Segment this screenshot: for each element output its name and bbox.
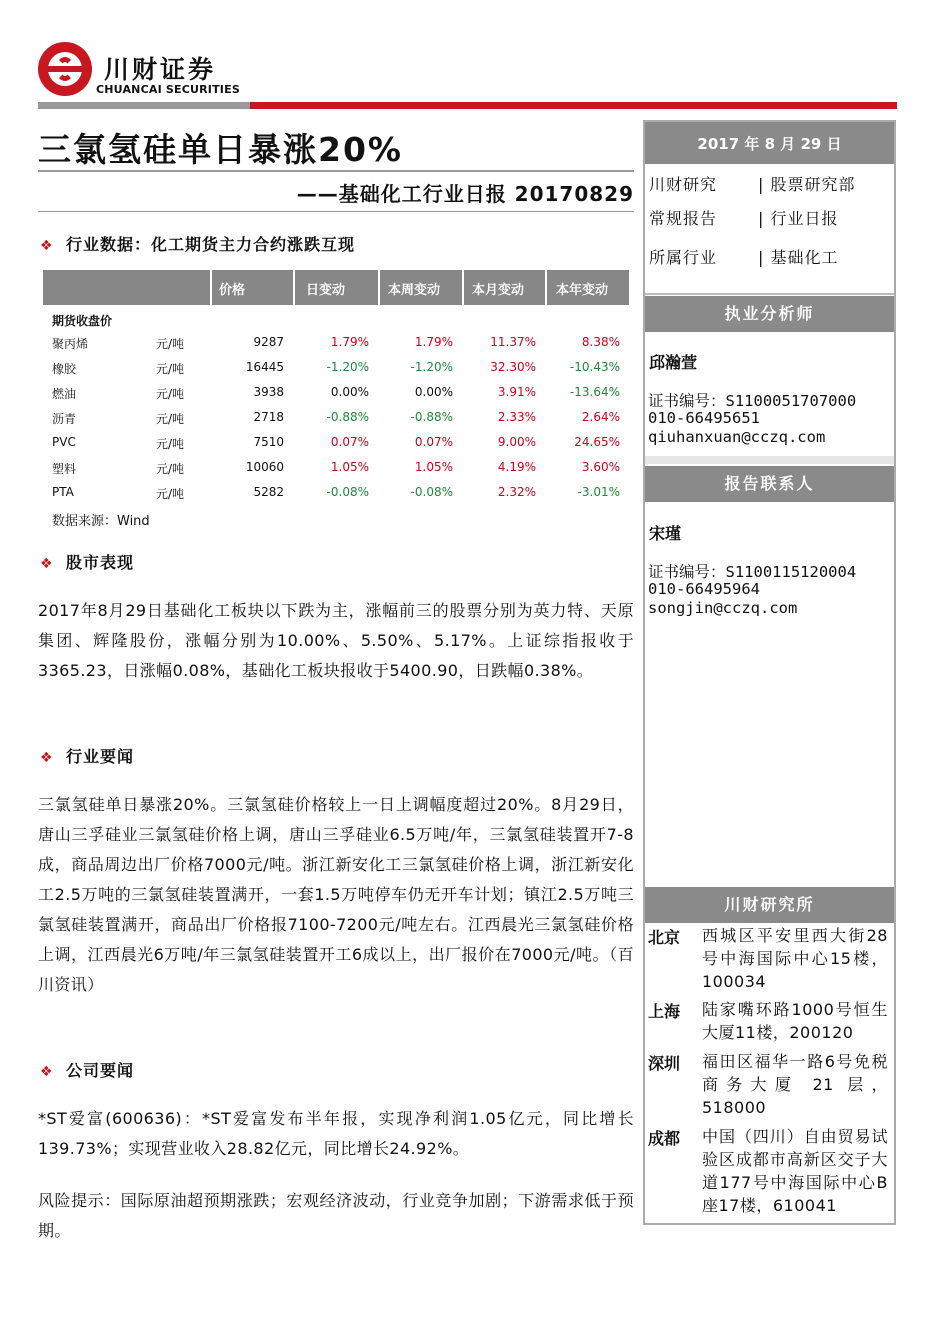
column-header-day: 日变动 (306, 283, 346, 298)
commodity-name: PVC (52, 435, 76, 449)
table-row (0, 335, 640, 360)
change-day: 0.00% (330, 385, 369, 399)
change-year: 2.64% (581, 410, 620, 424)
column-header-price: 价格 (219, 283, 246, 298)
contact-header: 报告联系人 (645, 466, 894, 502)
news-paragraph: 三氯氢硅单日暴涨20%。三氯氢硅价格较上一日上调幅度超过20%。8月29日，唐山三孚硅业三氯氢硅价格上调，唐山三孚硅业6.5万吨/年，三氯氢硅装置开7-8成，商品周边出厂价格7000元/吨。浙江新安化工三氯氢硅价格上调，浙江新安化工2.5万吨的三氯氢硅装置满开，一套1.5万吨停车仍无开车计划；镇江2.5万吨三氯氢硅装置满开，商品出厂价格报7100-7200元/吨左右。江西晨光三氯氢硅价格上调，江西晨光6万吨/年三氯氢硅装置开工6成以上，出厂报价在7000元/吨。（百川资讯） (38, 795, 634, 994)
table-row (0, 410, 640, 435)
commodity-name: 橡胶 (52, 362, 77, 376)
analyst-email[interactable]: qiuhanxuan@cczq.com (648, 428, 826, 446)
change-week: -0.08% (410, 485, 453, 499)
section-heading-company: ❖ 公司要闻 (40, 1061, 135, 1080)
meta-value: | 行业日报 (758, 209, 839, 228)
sidebar-divider (645, 293, 894, 295)
change-year: 8.38% (581, 335, 620, 349)
header-separator (545, 270, 547, 305)
commodity-price: 3938 (253, 385, 284, 399)
analyst-header: 执业分析师 (645, 296, 894, 332)
change-week: -1.20% (410, 360, 453, 374)
change-day: -1.20% (326, 360, 369, 374)
change-week: -0.88% (410, 410, 453, 424)
office-city: 深圳 (648, 1054, 681, 1073)
meta-label: 所属行业 (649, 248, 718, 267)
office-address: 陆家嘴环路1000号恒生大厦11楼，200120 (702, 1000, 888, 1042)
page-subtitle: ——基础化工行业日报 20170829 (296, 182, 634, 206)
office-city: 北京 (648, 928, 681, 947)
commodity-unit: 元/吨 (156, 412, 185, 426)
institute-header: 川财研究所 (645, 887, 894, 923)
change-year: -3.01% (577, 485, 620, 499)
table-group-label: 期货收盘价 (52, 314, 113, 328)
office-address: 福田区福华一路6号免税商务大厦 21 层，518000 (702, 1052, 888, 1117)
contact-name: 宋瑾 (649, 524, 682, 543)
commodity-name: 聚丙烯 (52, 337, 89, 351)
change-month: 2.33% (497, 410, 536, 424)
analyst-name: 邱瀚萱 (649, 353, 698, 372)
commodity-name: 塑料 (52, 462, 77, 476)
office-city: 上海 (648, 1002, 681, 1021)
header-separator (462, 270, 464, 305)
change-year: 24.65% (574, 435, 620, 449)
meta-value: | 股票研究部 (758, 175, 856, 194)
section-heading-news: ❖ 行业要闻 (40, 747, 135, 766)
meta-value: | 基础化工 (758, 248, 839, 267)
change-day: 1.79% (330, 335, 369, 349)
change-day: 0.07% (330, 435, 369, 449)
subtitle-divider (38, 211, 634, 212)
change-year: -10.43% (569, 360, 620, 374)
commodity-unit: 元/吨 (156, 387, 185, 401)
commodity-price: 10060 (245, 460, 284, 474)
change-month: 4.19% (497, 460, 536, 474)
change-month: 9.00% (497, 435, 536, 449)
commodity-price: 9287 (253, 335, 284, 349)
commodity-unit: 元/吨 (156, 437, 185, 451)
diamond-bullet-icon: ❖ (40, 750, 54, 766)
header-separator (378, 270, 380, 305)
brand-name-en: CHUANCAI SECURITIES (96, 83, 240, 96)
change-week: 1.05% (414, 460, 453, 474)
contact-email[interactable]: songjin@cczq.com (648, 599, 798, 617)
company-paragraph: *ST爱富(600636)：*ST爱富发布半年报，实现净利润1.05亿元，同比增长139.73%；实现营业收入28.82亿元，同比增长24.92%。 (38, 1109, 634, 1158)
diamond-bullet-icon: ❖ (40, 556, 54, 572)
change-day: 1.05% (330, 460, 369, 474)
office-address: 西城区平安里西大街28号中海国际中心15楼，100034 (702, 926, 888, 991)
brand-logo-icon (38, 42, 92, 96)
commodity-price: 5282 (253, 485, 284, 499)
report-date: 2017 年 8 月 29 日 (645, 122, 894, 164)
change-day: -0.88% (326, 410, 369, 424)
analyst-phone: 010-66495651 (648, 409, 760, 427)
change-month: 32.30% (490, 360, 536, 374)
header-rule-gray (38, 102, 250, 109)
analyst-cert: 证书编号：S1100051707000 (648, 392, 857, 410)
commodity-unit: 元/吨 (156, 337, 185, 351)
title-divider (38, 170, 634, 172)
market-paragraph: 2017年8月29日基础化工板块以下跌为主，涨幅前三的股票分别为英力特、天原集团、辉隆股份，涨幅分别为10.00%、5.50%、5.17%。上证综指报收于3365.23，日涨幅0.08%，基础化工板块报收于5400.90，日跌幅0.38%。 (38, 601, 634, 680)
commodity-name: 燃油 (52, 387, 77, 401)
office-address: 中国（四川）自由贸易试验区成都市高新区交子大道177号中海国际中心B座17楼，610041 (702, 1127, 888, 1215)
table-row (0, 435, 640, 460)
header-rule-red (250, 102, 897, 109)
change-year: 3.60% (581, 460, 620, 474)
change-year: -13.64% (569, 385, 620, 399)
commodity-price: 7510 (253, 435, 284, 449)
change-month: 3.91% (497, 385, 536, 399)
column-header-week: 本周变动 (388, 283, 441, 298)
diamond-bullet-icon: ❖ (40, 238, 54, 254)
table-row (0, 460, 640, 485)
contact-cert: 证书编号：S1100115120004 (648, 563, 857, 581)
commodity-price: 16445 (245, 360, 284, 374)
column-header-year: 本年变动 (556, 283, 609, 298)
data-source: 数据来源：Wind (52, 514, 150, 529)
meta-label: 常规报告 (649, 209, 718, 228)
table-row (0, 385, 640, 410)
column-header-month: 本月变动 (472, 283, 525, 298)
header-separator (293, 270, 295, 305)
change-month: 2.32% (497, 485, 536, 499)
change-month: 11.37% (490, 335, 536, 349)
commodity-name: 沥青 (52, 412, 77, 426)
change-day: -0.08% (326, 485, 369, 499)
change-week: 0.00% (414, 385, 453, 399)
change-week: 1.79% (414, 335, 453, 349)
diamond-bullet-icon: ❖ (40, 1064, 54, 1080)
brand-name-cn: 川财证券 (104, 55, 217, 84)
section-heading-market: ❖ 股市表现 (40, 553, 135, 572)
commodity-price: 2718 (253, 410, 284, 424)
sidebar-spacer (645, 456, 894, 464)
commodity-unit: 元/吨 (156, 487, 185, 501)
header-separator (210, 270, 212, 305)
table-row (0, 485, 640, 510)
page-title: 三氯氢硅单日暴涨20% (38, 130, 403, 169)
section-heading-industry-data: ❖ 行业数据：化工期货主力合约涨跌互现 (40, 235, 356, 254)
table-row (0, 360, 640, 385)
contact-phone: 010-66495964 (648, 580, 760, 598)
commodity-name: PTA (52, 485, 74, 499)
meta-label: 川财研究 (649, 175, 718, 194)
commodity-unit: 元/吨 (156, 462, 185, 476)
risk-paragraph: 风险提示：国际原油超预期涨跌；宏观经济波动，行业竞争加剧；下游需求低于预期。 (38, 1191, 634, 1240)
office-city: 成都 (648, 1129, 681, 1148)
change-week: 0.07% (414, 435, 453, 449)
commodity-unit: 元/吨 (156, 362, 185, 376)
